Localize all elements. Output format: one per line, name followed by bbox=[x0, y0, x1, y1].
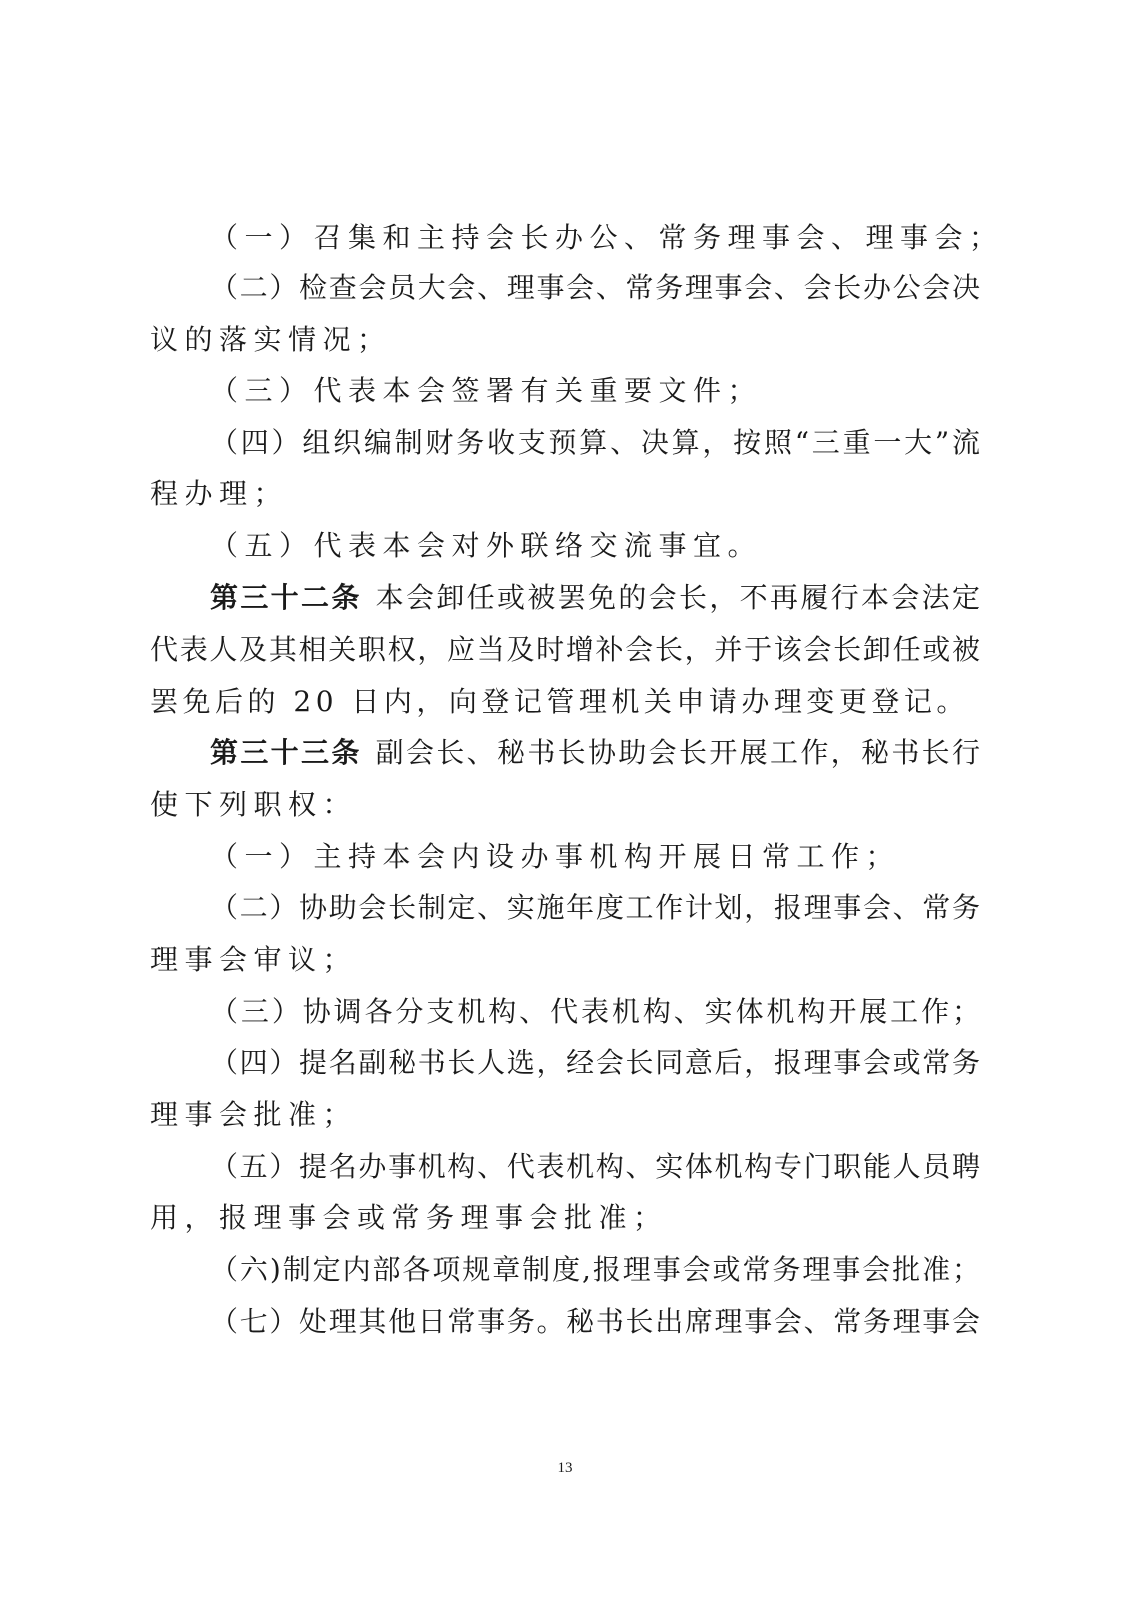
page-number: 13 bbox=[557, 1460, 573, 1476]
article-33-text: 副会长、秘书长协助会长开展工作，秘书长行 bbox=[375, 736, 980, 769]
article-32-heading: 第三十二条 bbox=[210, 581, 362, 614]
paragraph-line: 用，报理事会或常务理事会批准； bbox=[150, 1201, 668, 1234]
paragraph-line: （二）协助会长制定、实施年度工作计划，报理事会、常务 bbox=[210, 891, 980, 924]
paragraph-line: （七）处理其他日常事务。秘书长出席理事会、常务理事会 bbox=[210, 1305, 980, 1338]
paragraph-line: （三）协调各分支机构、代表机构、实体机构开展工作； bbox=[210, 995, 980, 1028]
paragraph-line: （四）组织编制财务收支预算、决算，按照“三重一大”流 bbox=[210, 426, 980, 459]
paragraph-line: （四）提名副秘书长人选，经会长同意后，报理事会或常务 bbox=[210, 1046, 980, 1079]
paragraph-line: （二）检查会员大会、理事会、常务理事会、会长办公会决 bbox=[210, 271, 980, 304]
paragraph-line: 理事会审议； bbox=[150, 943, 358, 976]
paragraph-line: （五）提名办事机构、代表机构、实体机构专门职能人员聘 bbox=[210, 1150, 980, 1183]
paragraph-line: 使下列职权： bbox=[150, 788, 358, 821]
paragraph-line: （一）主持本会内设办事机构开展日常工作； bbox=[210, 840, 901, 873]
paragraph-line: 罢免后的 20 日内，向登记管理机关申请办理变更登记。 bbox=[150, 685, 969, 718]
paragraph-line: 程办理； bbox=[150, 477, 289, 510]
paragraph-line: （六)制定内部各项规章制度,报理事会或常务理事会批准； bbox=[210, 1253, 980, 1286]
paragraph-line: 代表人及其相关职权，应当及时增补会长，并于该会长卸任或被 bbox=[150, 633, 980, 666]
paragraph-line: （一）召集和主持会长办公、常务理事会、理事会； bbox=[210, 221, 1004, 254]
paragraph-line: （三）代表本会签署有关重要文件； bbox=[210, 374, 763, 407]
article-33-first-line bbox=[210, 735, 980, 771]
article-32-text: 本会卸任或被罢免的会长，不再履行本会法定 bbox=[375, 581, 980, 614]
paragraph-line: 议的落实情况； bbox=[150, 323, 392, 356]
paragraph-line: （五）代表本会对外联络交流事宜。 bbox=[210, 529, 763, 562]
article-32-first-line bbox=[210, 580, 980, 616]
paragraph-line: 理事会批准； bbox=[150, 1098, 358, 1131]
article-33-heading: 第三十三条 bbox=[210, 736, 362, 769]
